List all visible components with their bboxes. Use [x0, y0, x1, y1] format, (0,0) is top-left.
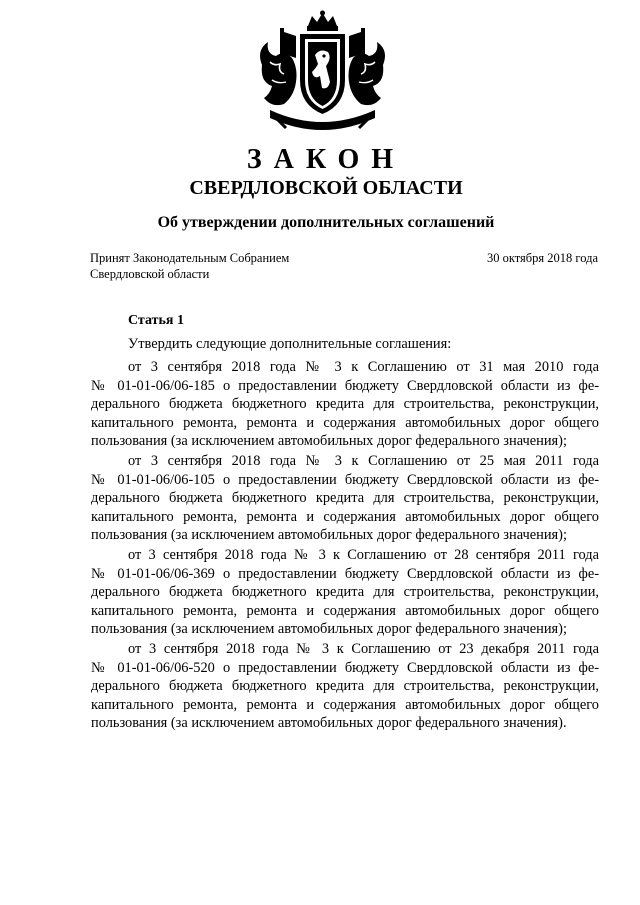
item-line: пользования (за исключением автомобильных дорог федерального значения);: [91, 527, 567, 544]
adoption-date: 30 октября 2018 года: [486, 251, 598, 265]
item-line: № 01-01-06/06-369 о предоставлении бюджету Свердловской области из фе-: [91, 565, 599, 582]
item-line: пользования (за исключением автомобильных дорог федерального значения);: [91, 621, 567, 638]
item-line: капитального ремонта, ремонта и содержания автомобильных дорог общего: [91, 414, 599, 431]
intro-text: Утвердить следующие дополнительные соглашения:: [128, 336, 452, 352]
item-line: № 01-01-06/06-520 о предоставлении бюджету Свердловской области из фе-: [91, 659, 599, 676]
agreement-item-2: [91, 452, 599, 545]
item-line: капитального ремонта, ремонта и содержания автомобильных дорог общего: [91, 602, 599, 619]
adoption-line-1: Принят Законодательным Собранием: [90, 251, 290, 265]
agreement-item-3: [91, 546, 599, 639]
article-title: Статья 1: [128, 313, 184, 328]
item-line: от 3 сентября 2018 года № 3 к Соглашению от 23 декабря 2011 года: [128, 641, 599, 657]
adoption-body: [90, 250, 289, 282]
item-line: № 01-01-06/06-185 о предоставлении бюджету Свердловской области из фе-: [91, 377, 599, 394]
item-line: дерального бюджета бюджетного кредита для строительства, реконструкции,: [91, 396, 599, 413]
item-line: от 3 сентября 2018 года № 3 к Соглашению от 28 сентября 2011 года: [128, 547, 599, 563]
adoption-line-2: Свердловской области: [90, 267, 210, 281]
article-intro: [91, 335, 599, 354]
item-line: капитального ремонта, ремонта и содержания автомобильных дорог общего: [91, 508, 599, 525]
coat-of-arms-icon: [250, 10, 395, 138]
item-line: от 3 сентября 2018 года № 3 к Соглашению от 31 мая 2010 года: [128, 359, 599, 375]
item-line: дерального бюджета бюджетного кредита для строительства, реконструкции,: [91, 678, 599, 695]
item-line: от 3 сентября 2018 года № 3 к Соглашению от 25 мая 2011 года: [128, 453, 599, 469]
agreement-item-1: [91, 358, 599, 451]
item-line: дерального бюджета бюджетного кредита для строительства, реконструкции,: [91, 584, 599, 601]
item-line: пользования (за исключением автомобильных дорог федерального значения);: [91, 433, 567, 450]
item-line: пользования (за исключением автомобильных дорог федерального значения).: [91, 715, 567, 732]
item-line: № 01-01-06/06-105 о предоставлении бюджету Свердловской области из фе-: [91, 471, 599, 488]
law-heading: Об утверждении дополнительных соглашений: [157, 214, 495, 231]
law-title: ЗАКОН: [246, 144, 406, 175]
agreement-item-4: [91, 640, 599, 733]
item-line: дерального бюджета бюджетного кредита для строительства, реконструкции,: [91, 490, 599, 507]
law-subtitle: СВЕРДЛОВСКОЙ ОБЛАСТИ: [189, 177, 463, 199]
item-line: капитального ремонта, ремонта и содержания автомобильных дорог общего: [91, 696, 599, 713]
